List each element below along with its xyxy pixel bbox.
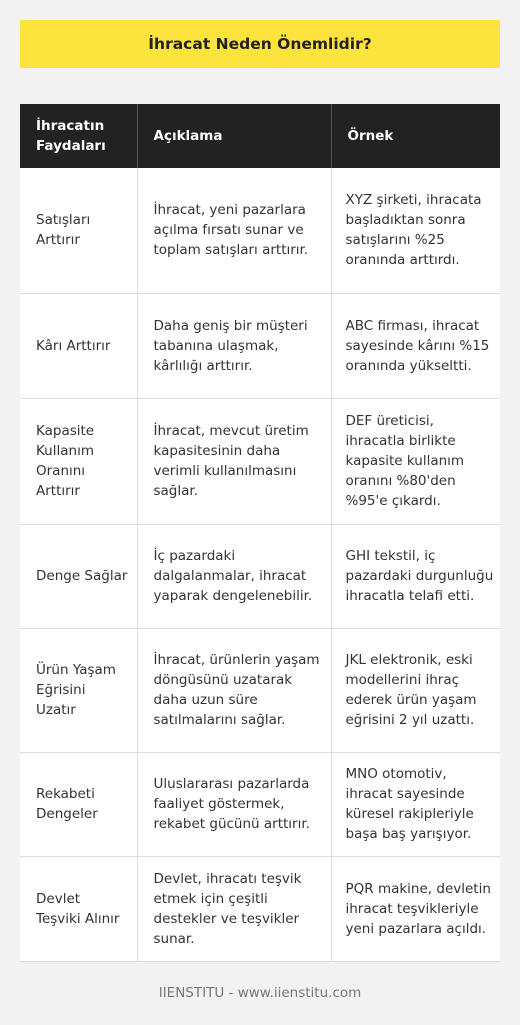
benefit-cell: Ürün Yaşam Eğrisini Uzatır	[20, 628, 137, 752]
example-cell: XYZ şirketi, ihracata başladıktan sonra satışlarını %25 oranında arttırdı.	[331, 168, 500, 293]
description-cell: Daha geniş bir müşteri tabanına ulaşmak, kârlılığı arttırır.	[137, 293, 331, 398]
page-title: İhracat Neden Önemlidir?	[20, 20, 500, 68]
benefit-cell: Kârı Arttırır	[20, 293, 137, 398]
benefit-cell: Denge Sağlar	[20, 524, 137, 628]
table-row	[20, 752, 500, 856]
description-cell: İhracat, mevcut üretim kapasitesinin daha verimli kullanılmasını sağlar.	[137, 398, 331, 524]
table-row	[20, 524, 500, 628]
example-cell: MNO otomotiv, ihracat sayesinde küresel rakipleriyle başa baş yarışıyor.	[331, 752, 500, 856]
table-row	[20, 293, 500, 398]
example-cell: JKL elektronik, eski modellerini ihraç ederek ürün yaşam eğrisini 2 yıl uzattı.	[331, 628, 500, 752]
description-cell: İhracat, ürünlerin yaşam döngüsünü uzatarak daha uzun süre satılmalarını sağlar.	[137, 628, 331, 752]
example-cell: GHI tekstil, iç pazardaki durgunluğu ihracatla telafi etti.	[331, 524, 500, 628]
description-cell: İhracat, yeni pazarlara açılma fırsatı sunar ve toplam satışları arttırır.	[137, 168, 331, 293]
benefit-cell: Satışları Arttırır	[20, 168, 137, 293]
table-header-row	[20, 104, 500, 168]
column-header-example: Örnek	[331, 104, 500, 168]
description-cell: Devlet, ihracatı teşvik etmek için çeşitli destekler ve teşvikler sunar.	[137, 856, 331, 961]
example-cell: ABC firması, ihracat sayesinde kârını %15 oranında yükseltti.	[331, 293, 500, 398]
description-cell: İç pazardaki dalgalanmalar, ihracat yaparak dengelenebilir.	[137, 524, 331, 628]
benefit-cell: Kapasite Kullanım Oranını Arttırır	[20, 398, 137, 524]
table-row	[20, 628, 500, 752]
column-header-benefits: İhracatın Faydaları	[20, 104, 137, 168]
table-row	[20, 168, 500, 293]
description-cell: Uluslararası pazarlarda faaliyet göstermek, rekabet gücünü arttırır.	[137, 752, 331, 856]
benefit-cell: Devlet Teşviki Alınır	[20, 856, 137, 961]
example-cell: DEF üreticisi, ihracatla birlikte kapasite kullanım oranını %80'den %95'e çıkardı.	[331, 398, 500, 524]
export-benefits-table	[20, 104, 500, 962]
footer-credit: IIENSTITU - www.iienstitu.com	[158, 985, 362, 1001]
column-header-description: Açıklama	[137, 104, 331, 168]
table-row	[20, 398, 500, 524]
example-cell: PQR makine, devletin ihracat teşvikleriyle yeni pazarlara açıldı.	[331, 856, 500, 961]
benefit-cell: Rekabeti Dengeler	[20, 752, 137, 856]
table-row	[20, 856, 500, 961]
